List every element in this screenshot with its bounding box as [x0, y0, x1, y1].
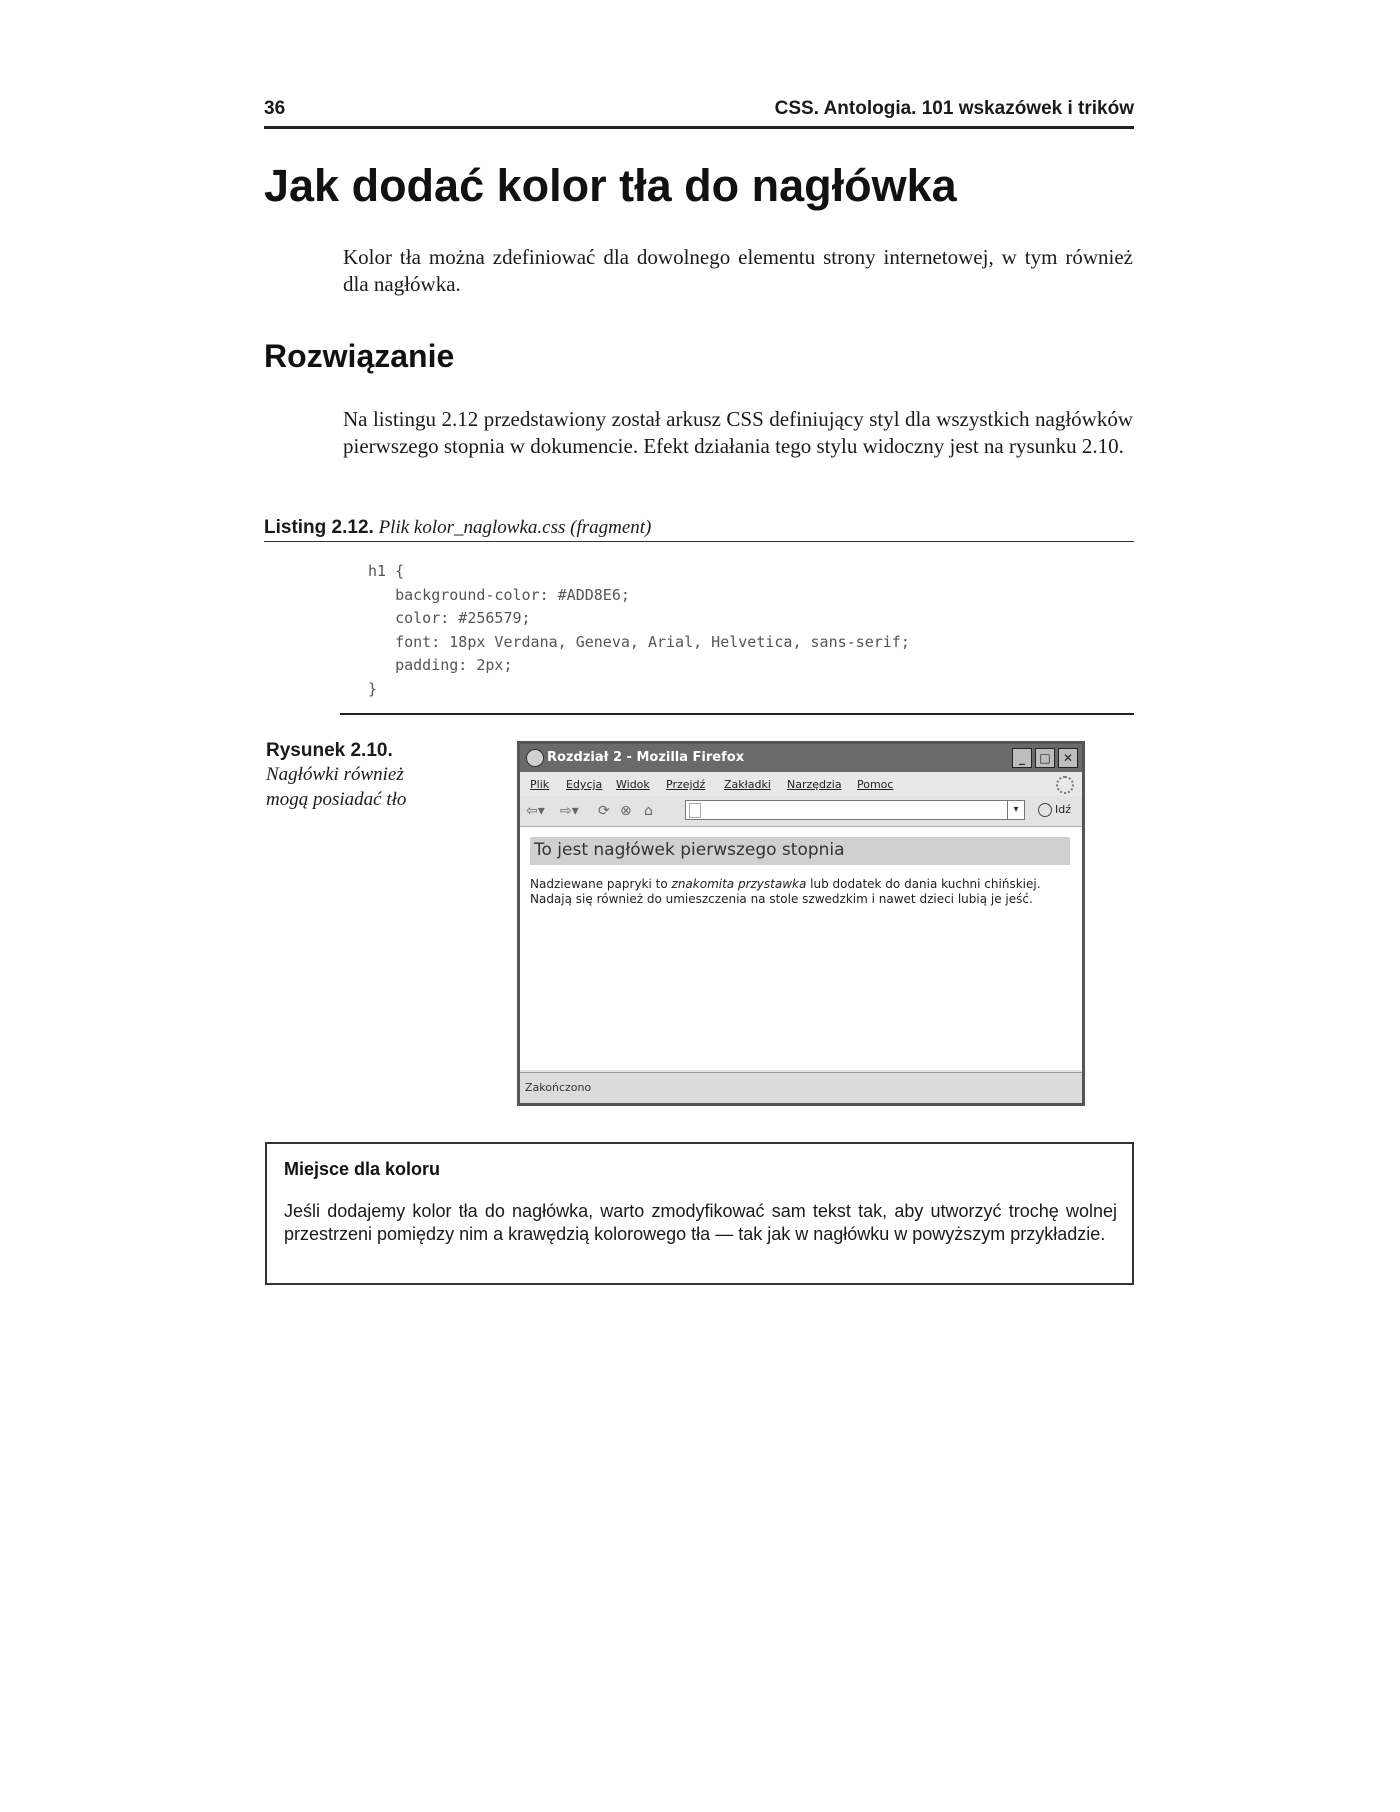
reload-icon[interactable]: ⟳: [598, 803, 610, 819]
home-icon[interactable]: ⌂: [644, 803, 653, 819]
menu-narzedzia[interactable]: Narzędzia: [787, 778, 842, 791]
status-text: Zakończono: [525, 1081, 592, 1094]
chevron-down-icon[interactable]: ▾: [1007, 801, 1024, 819]
throbber-icon: [1056, 776, 1074, 794]
tip-box-text: Jeśli dodajemy kolor tła do nagłówka, warto zmodyfikować sam tekst tak, aby utworzyć trochę wolnej przestrzeni pomiędzy nim a krawędzią kolorowego tła — tak jak w nagłówku w powyższym przykładzie.: [284, 1201, 1117, 1244]
browser-window-title: Rozdział 2 - Mozilla Firefox: [547, 750, 745, 765]
figure-description: Nagłówki również mogą posiadać tło: [266, 764, 407, 810]
section-title: Rozwiązanie: [264, 338, 455, 374]
menu-widok[interactable]: Widok: [616, 778, 650, 791]
menu-edycja[interactable]: Edycja: [566, 778, 603, 791]
listing-description: Plik kolor_naglowka.css (fragment): [378, 517, 652, 538]
page-number: 36: [264, 98, 286, 119]
figure-label: Rysunek 2.10.: [266, 740, 393, 761]
minimize-icon[interactable]: _: [1012, 748, 1032, 768]
intro-paragraph: Kolor tła można zdefiniować dla dowolnego elementu strony internetowej, w tym również dla nagłówka.: [343, 245, 1133, 296]
demo-text-before: Nadziewane papryki to: [530, 877, 672, 891]
firefox-icon: [526, 749, 544, 767]
stop-icon[interactable]: ⊗: [620, 803, 632, 819]
page-icon: [689, 803, 701, 818]
demo-heading: To jest nagłówek pierwszego stopnia: [530, 837, 1070, 865]
chapter-title: Jak dodać kolor tła do nagłówka: [264, 160, 957, 211]
tip-box: [265, 1142, 1134, 1285]
maximize-icon[interactable]: □: [1035, 748, 1055, 768]
tip-box-title: Miejsce dla koloru: [284, 1159, 441, 1179]
back-arrow-icon[interactable]: ⇦▾: [526, 803, 545, 819]
browser-toolbar: [520, 796, 1082, 827]
code-listing: h1 { background-color: #ADD8E6; color: #256579; font: 18px Verdana, Geneva, Arial, Helvetica, sans-serif; padding: 2px; }: [368, 562, 910, 698]
address-bar[interactable]: [685, 800, 1025, 820]
solution-paragraph: Na listingu 2.12 przedstawiony został arkusz CSS definiujący styl dla wszystkich nagłówków pierwszego stopnia w dokumencie. Efekt działania tego stylu widoczny jest na rysunku 2.10.: [343, 407, 1133, 458]
browser-content: [520, 827, 1082, 1070]
go-icon[interactable]: [1038, 803, 1052, 817]
menu-pomoc[interactable]: Pomoc: [857, 778, 894, 791]
listing-caption: [264, 517, 1134, 542]
browser-statusbar: [520, 1072, 1082, 1103]
running-header: [264, 96, 1134, 129]
go-button-label[interactable]: Idź: [1055, 803, 1072, 816]
demo-text-emphasis: znakomita przystawka: [671, 877, 807, 891]
listing-end-rule: [340, 713, 1134, 715]
book-title: CSS. Antologia. 101 wskazówek i trików: [774, 98, 1134, 119]
close-icon[interactable]: ✕: [1058, 748, 1078, 768]
browser-titlebar: [520, 744, 1082, 772]
browser-menubar: [520, 772, 1082, 796]
forward-arrow-icon[interactable]: ⇨▾: [560, 803, 579, 819]
menu-zakladki[interactable]: Zakładki: [724, 778, 771, 791]
demo-text-after: lub dodatek do dania kuchni chińskiej. Nadają się również do umieszczenia na stole szwedzkim i nawet dzieci lubią je jeść.: [530, 877, 1041, 906]
demo-paragraph: [530, 877, 1065, 907]
figure-caption: [266, 740, 446, 812]
browser-screenshot: [517, 741, 1085, 1106]
listing-label: Listing 2.12.: [264, 517, 374, 538]
menu-przejdz[interactable]: Przejdź: [666, 778, 706, 791]
menu-plik[interactable]: Plik: [530, 778, 550, 791]
